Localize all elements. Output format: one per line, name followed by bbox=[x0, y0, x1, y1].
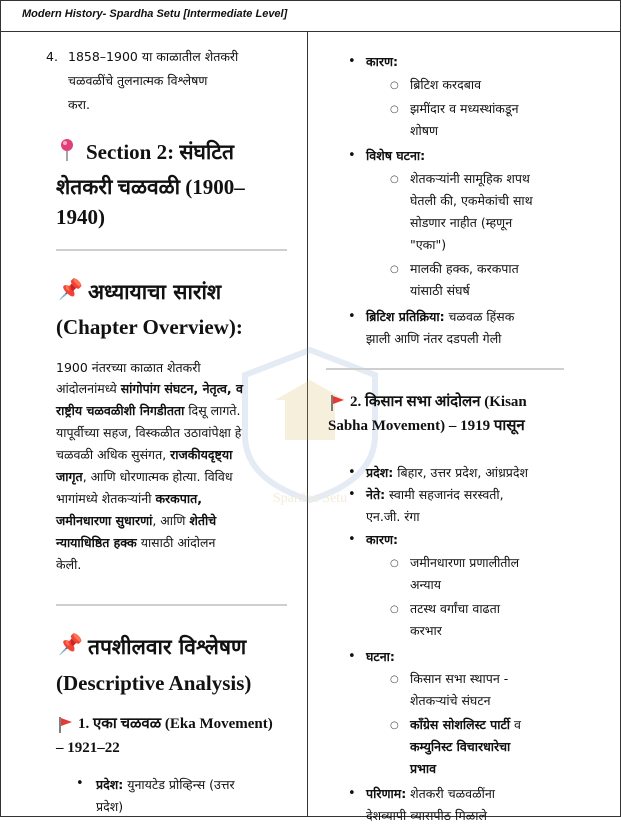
watermark-text: Spardha Setu bbox=[272, 491, 348, 506]
bullet-text bbox=[366, 783, 495, 805]
bold-span: जमीनधारणा सुधारणां bbox=[56, 513, 153, 528]
bold-span: काँग्रेस सोशलिस्ट पार्टी bbox=[410, 717, 510, 732]
section-heading: (Descriptive Analysis) bbox=[56, 671, 252, 695]
section-divider bbox=[326, 368, 564, 370]
section-heading: तपशीलवार विश्लेषण bbox=[88, 635, 247, 659]
paragraph-line bbox=[56, 444, 232, 466]
paragraph-line bbox=[56, 488, 202, 510]
paragraph-line: यापूर्वीच्या सहज, विस्कळीत उठावांपेक्षा हे bbox=[56, 425, 242, 440]
text-span: युनायटेड प्रोव्हिन्स (उत्तर bbox=[123, 777, 235, 792]
bullet-dot: • bbox=[348, 649, 356, 664]
sub-bullet-text: घेतली की, एकमेकांची साथ bbox=[410, 193, 533, 208]
text-span: व bbox=[509, 717, 521, 732]
bold-span: नेते: bbox=[366, 487, 386, 502]
paragraph-line bbox=[56, 400, 240, 422]
sub-bullet-text: शेतकऱ्यांचे संघटन bbox=[410, 693, 491, 708]
bullet-label: घटना: bbox=[366, 649, 395, 664]
bullet-dot: • bbox=[348, 465, 356, 480]
bold-span: राष्ट्रीय चळवळीशी निगडीतता bbox=[56, 403, 185, 418]
text-span: शेतकरी चळवळींना bbox=[406, 786, 496, 801]
red-flag-icon bbox=[330, 394, 346, 412]
bullet-label: कारण: bbox=[366, 532, 398, 547]
list-item-text: 1858–1900 या काळातील शेतकरी bbox=[68, 49, 239, 64]
sub-bullet-text bbox=[410, 714, 521, 736]
bold-span: न्यायाधिष्ठित हक्क bbox=[56, 535, 137, 550]
sub-bullet-text: तटस्थ वर्गांचा वाढता bbox=[410, 601, 500, 616]
sub-bullet-text: सोडणार नाहीत (म्हणून bbox=[410, 215, 513, 230]
bold-span: राजकीयदृष्ट्या bbox=[170, 447, 233, 462]
section-divider bbox=[56, 249, 287, 251]
bullet-text: प्रदेश) bbox=[96, 799, 124, 814]
pin-icon: 📌 bbox=[58, 277, 83, 301]
sub-bullet-text: अन्याय bbox=[410, 577, 441, 592]
pushpin-icon bbox=[58, 138, 76, 162]
list-item-text: चळवळींचे तुलनात्मक विश्लेषण bbox=[68, 73, 208, 88]
subsection-heading: Sabha Movement) – 1919 पासून bbox=[328, 418, 525, 434]
bullet-text bbox=[366, 462, 528, 484]
text-span: भागांमध्ये शेतकऱ्यांनी bbox=[56, 491, 156, 506]
text-span: चळवळ हिंसक bbox=[444, 309, 515, 324]
bullet-dot: • bbox=[348, 148, 356, 163]
paragraph-line bbox=[56, 532, 215, 554]
text-span: दिसू लागते. bbox=[184, 403, 241, 418]
sub-bullet-text: झमींदार व मध्यस्थांकडून bbox=[410, 101, 519, 116]
text-span: , आणि bbox=[152, 513, 190, 528]
bullet-dot: • bbox=[76, 776, 84, 791]
circle-bullet: ○ bbox=[390, 720, 399, 731]
bullet-dot: • bbox=[348, 309, 356, 324]
header-divider bbox=[0, 31, 621, 32]
bold-span: शेतीचे bbox=[189, 513, 217, 528]
bullet-dot: • bbox=[348, 786, 356, 801]
subsection-heading: – 1921–22 bbox=[56, 740, 120, 756]
paragraph-line bbox=[56, 510, 216, 532]
circle-bullet: ○ bbox=[390, 80, 399, 91]
bold-span: करकपात, bbox=[155, 491, 202, 506]
bullet-label: विशेष घटना: bbox=[366, 148, 426, 163]
bullet-text: देशव्यापी व्यासपीठ मिळाले bbox=[366, 808, 487, 823]
bullet-dot: • bbox=[348, 487, 356, 502]
page-header: Modern History- Spardha Setu [Intermediate Level] bbox=[22, 8, 288, 20]
paragraph-line: 1900 नंतरच्या काळात शेतकरी bbox=[56, 360, 201, 375]
circle-bullet: ○ bbox=[390, 264, 399, 275]
list-item-text: करा. bbox=[68, 97, 90, 112]
sub-bullet-text: किसान सभा स्थापन - bbox=[410, 671, 509, 686]
text-span: स्वामी सहजानंद सरस्वती, bbox=[385, 487, 504, 502]
section-heading: Section 2: संघटित bbox=[86, 140, 234, 164]
sub-bullet-text: शोषण bbox=[410, 123, 439, 138]
sub-bullet-text: शेतकऱ्यांनी सामूहिक शपथ bbox=[410, 171, 530, 186]
subsection-heading: 1. एका चळवळ (Eka Movement) bbox=[78, 716, 273, 732]
circle-bullet: ○ bbox=[390, 174, 399, 185]
subsection-heading: 2. किसान सभा आंदोलन (Kisan bbox=[350, 394, 527, 410]
paragraph-line bbox=[56, 378, 243, 400]
section-heading: अध्यायाचा सारांश bbox=[88, 280, 222, 304]
sub-bullet-text: जमीनधारणा प्रणालीतील bbox=[410, 555, 520, 570]
bullet-text bbox=[366, 306, 514, 328]
sub-bullet-text: कम्युनिस्ट विचारधारेचा bbox=[410, 739, 511, 754]
circle-bullet: ○ bbox=[390, 104, 399, 115]
bold-span: प्रदेश: bbox=[366, 465, 394, 480]
bullet-label: कारण: bbox=[366, 54, 398, 69]
sub-bullet-text: "एका") bbox=[410, 237, 447, 252]
bullet-text bbox=[96, 774, 235, 796]
pin-icon: 📌 bbox=[58, 632, 83, 656]
section-divider bbox=[56, 604, 287, 606]
text-span: बिहार, उत्तर प्रदेश, आंध्रप्रदेश bbox=[393, 465, 529, 480]
text-span: चळवळी अधिक सुसंगत, bbox=[56, 447, 171, 462]
text-span: , आणि धोरणात्मक होत्या. विविध bbox=[82, 469, 233, 484]
bullet-text bbox=[366, 484, 504, 506]
sub-bullet-text: ब्रिटिश करदबाव bbox=[410, 77, 482, 92]
bullet-text: झाली आणि नंतर दडपली गेली bbox=[366, 331, 502, 346]
sub-bullet-text: यांसाठी संघर्ष bbox=[410, 283, 470, 298]
circle-bullet: ○ bbox=[390, 674, 399, 685]
section-heading: (Chapter Overview): bbox=[56, 315, 243, 339]
bullet-dot: • bbox=[348, 532, 356, 547]
sub-bullet-text: करभार bbox=[410, 623, 442, 638]
bold-span: परिणाम: bbox=[366, 786, 407, 801]
sub-bullet-text: मालकी हक्क, करकपात bbox=[410, 261, 519, 276]
red-flag-icon bbox=[58, 716, 74, 734]
text-span: आंदोलनांमध्ये bbox=[56, 381, 121, 396]
paragraph-line bbox=[56, 466, 233, 488]
bold-span: सांगोपांग संघटन, नेतृत्व, व bbox=[120, 381, 243, 396]
paragraph-line: केली. bbox=[56, 557, 82, 572]
circle-bullet: ○ bbox=[390, 604, 399, 615]
bold-span: प्रदेश: bbox=[96, 777, 124, 792]
section-heading: 1940) bbox=[56, 205, 105, 229]
bold-span: ब्रिटिश प्रतिक्रिया: bbox=[366, 309, 445, 324]
bullet-dot: • bbox=[348, 54, 356, 69]
bullet-text: एन.जी. रंगा bbox=[366, 509, 420, 524]
text-span: यासाठी आंदोलन bbox=[136, 535, 216, 550]
circle-bullet: ○ bbox=[390, 558, 399, 569]
bold-span: जागृत bbox=[56, 469, 83, 484]
section-heading: शेतकरी चळवळी (1900– bbox=[56, 175, 245, 199]
list-number: 4. bbox=[46, 49, 58, 64]
sub-bullet-text: प्रभाव bbox=[410, 761, 437, 776]
